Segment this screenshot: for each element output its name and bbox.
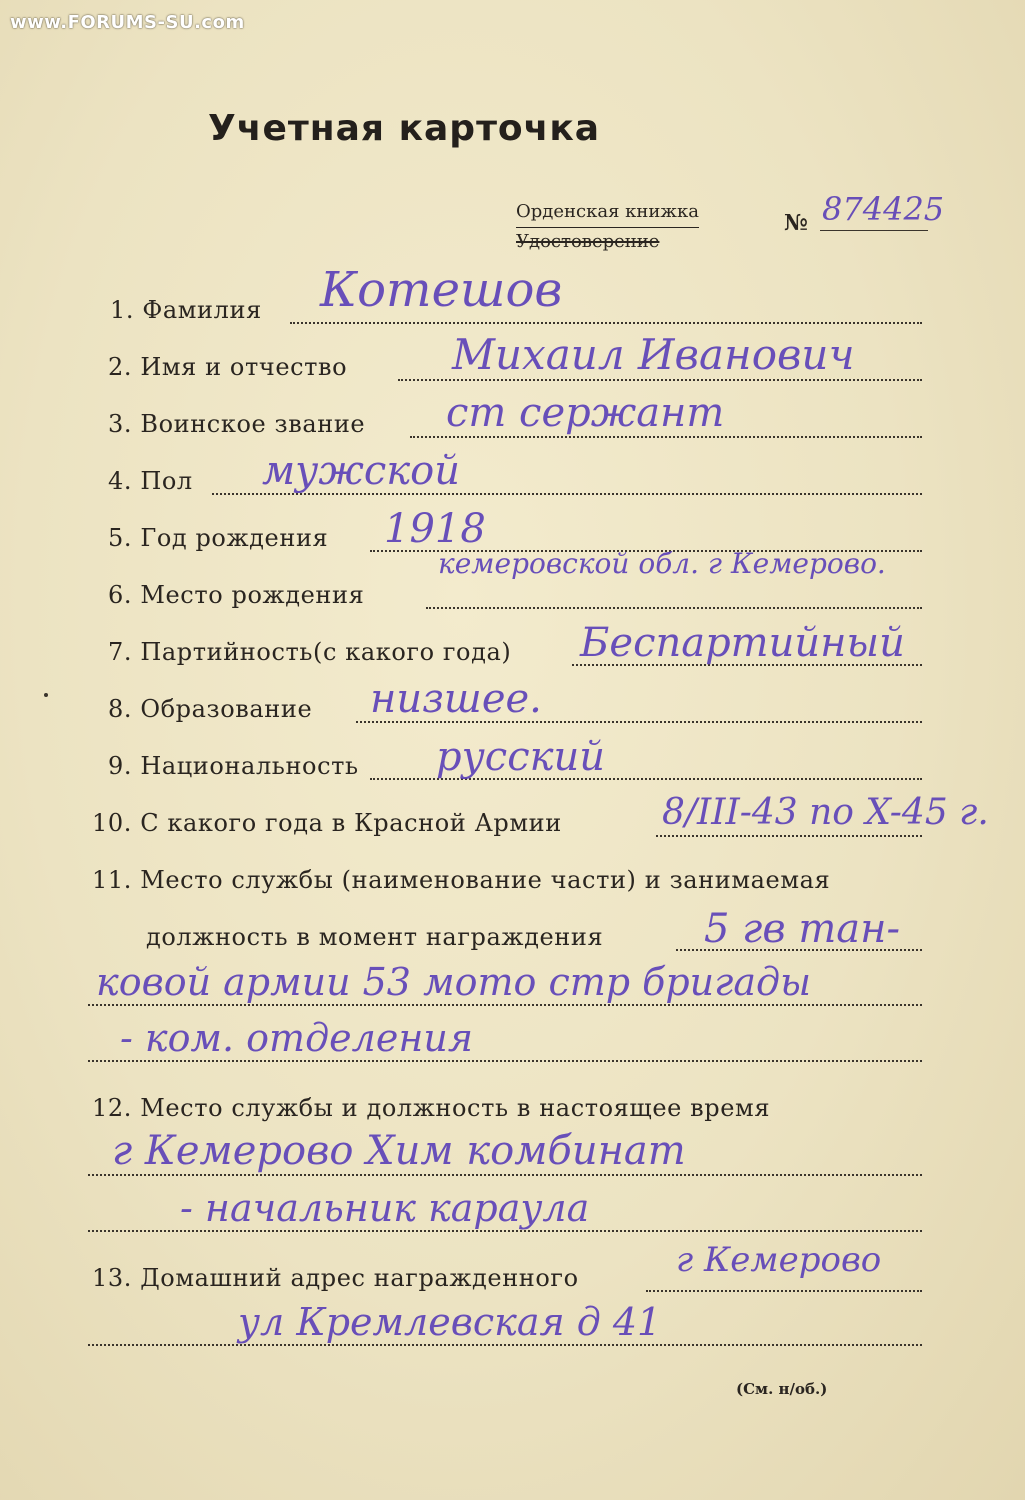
field-13-line1 <box>646 1290 922 1292</box>
field-12-value-line1: г Кемерово Хим комбинат <box>112 1128 686 1174</box>
margin-dot <box>44 693 48 697</box>
field-13-value-line2: ул Кремлевская д 41 <box>238 1300 662 1344</box>
field-6-label: 6. Место рождения <box>108 581 365 609</box>
number-sign: № <box>784 210 808 236</box>
field-10-line <box>656 835 922 837</box>
field-9-label: 9. Национальность <box>108 752 359 780</box>
field-12-label: 12. Место службы и должность в настоящее время <box>92 1094 771 1122</box>
document-type <box>516 198 699 256</box>
field-13-label: 13. Домашний адрес награжденного <box>92 1264 579 1292</box>
footnote: (См. н/об.) <box>736 1380 828 1398</box>
field-8-value: низшее. <box>370 676 542 722</box>
field-4-value: мужской <box>262 448 460 494</box>
watermark: www.FORUMS-SU.com <box>10 12 245 33</box>
field-2-value: Михаил Иванович <box>452 330 855 379</box>
card-title: Учетная карточка <box>208 108 601 149</box>
field-9-value: русский <box>436 734 606 780</box>
document-number-underline <box>820 230 928 231</box>
field-7-value: Беспартийный <box>580 620 905 666</box>
field-11-value-line3: - ком. отделения <box>120 1016 473 1060</box>
field-11-line2 <box>88 1004 922 1006</box>
field-5-value: 1918 <box>384 506 486 552</box>
field-11-label-line2: должность в момент награждения <box>146 923 604 951</box>
field-1-value: Котешов <box>320 262 563 318</box>
field-11-label-line1: 11. Место службы (наименование части) и занимаемая <box>92 866 831 894</box>
field-10-label: 10. С какого года в Красной Армии <box>92 809 562 837</box>
field-2-label: 2. Имя и отчество <box>108 353 348 381</box>
field-11-line3 <box>88 1060 922 1062</box>
field-8-label: 8. Образование <box>108 695 313 723</box>
field-3-label: 3. Воинское звание <box>108 410 366 438</box>
field-6-value: кемеровской обл. г Кемерово. <box>438 547 886 580</box>
field-6-line <box>426 607 922 609</box>
field-13-value-line1: г Кемерово <box>676 1240 882 1280</box>
field-5-label: 5. Год рождения <box>108 524 329 552</box>
field-1-label: 1. Фамилия <box>110 296 262 324</box>
field-7-label: 7. Партийность(с какого года) <box>108 638 512 666</box>
field-1-line <box>290 322 922 324</box>
field-12-line1 <box>88 1174 922 1176</box>
field-3-line <box>410 436 922 438</box>
field-13-line2 <box>88 1344 922 1346</box>
field-4-label: 4. Пол <box>108 467 193 495</box>
field-3-value: ст сержант <box>446 390 725 436</box>
document-type-struck: Удостоверение <box>516 231 660 252</box>
field-10-value: 8/III-43 по X-45 г. <box>662 792 989 833</box>
document-type-selected: Орденская книжка <box>516 198 699 228</box>
field-2-line <box>398 379 922 381</box>
field-12-line2 <box>88 1230 922 1232</box>
field-11-value-line2: ковой армии 53 мото стр бригады <box>96 960 812 1004</box>
field-12-value-line2: - начальник караула <box>180 1186 590 1230</box>
field-11-value-line1: 5 гв тан- <box>704 906 901 952</box>
document-number: 874425 <box>822 190 945 228</box>
